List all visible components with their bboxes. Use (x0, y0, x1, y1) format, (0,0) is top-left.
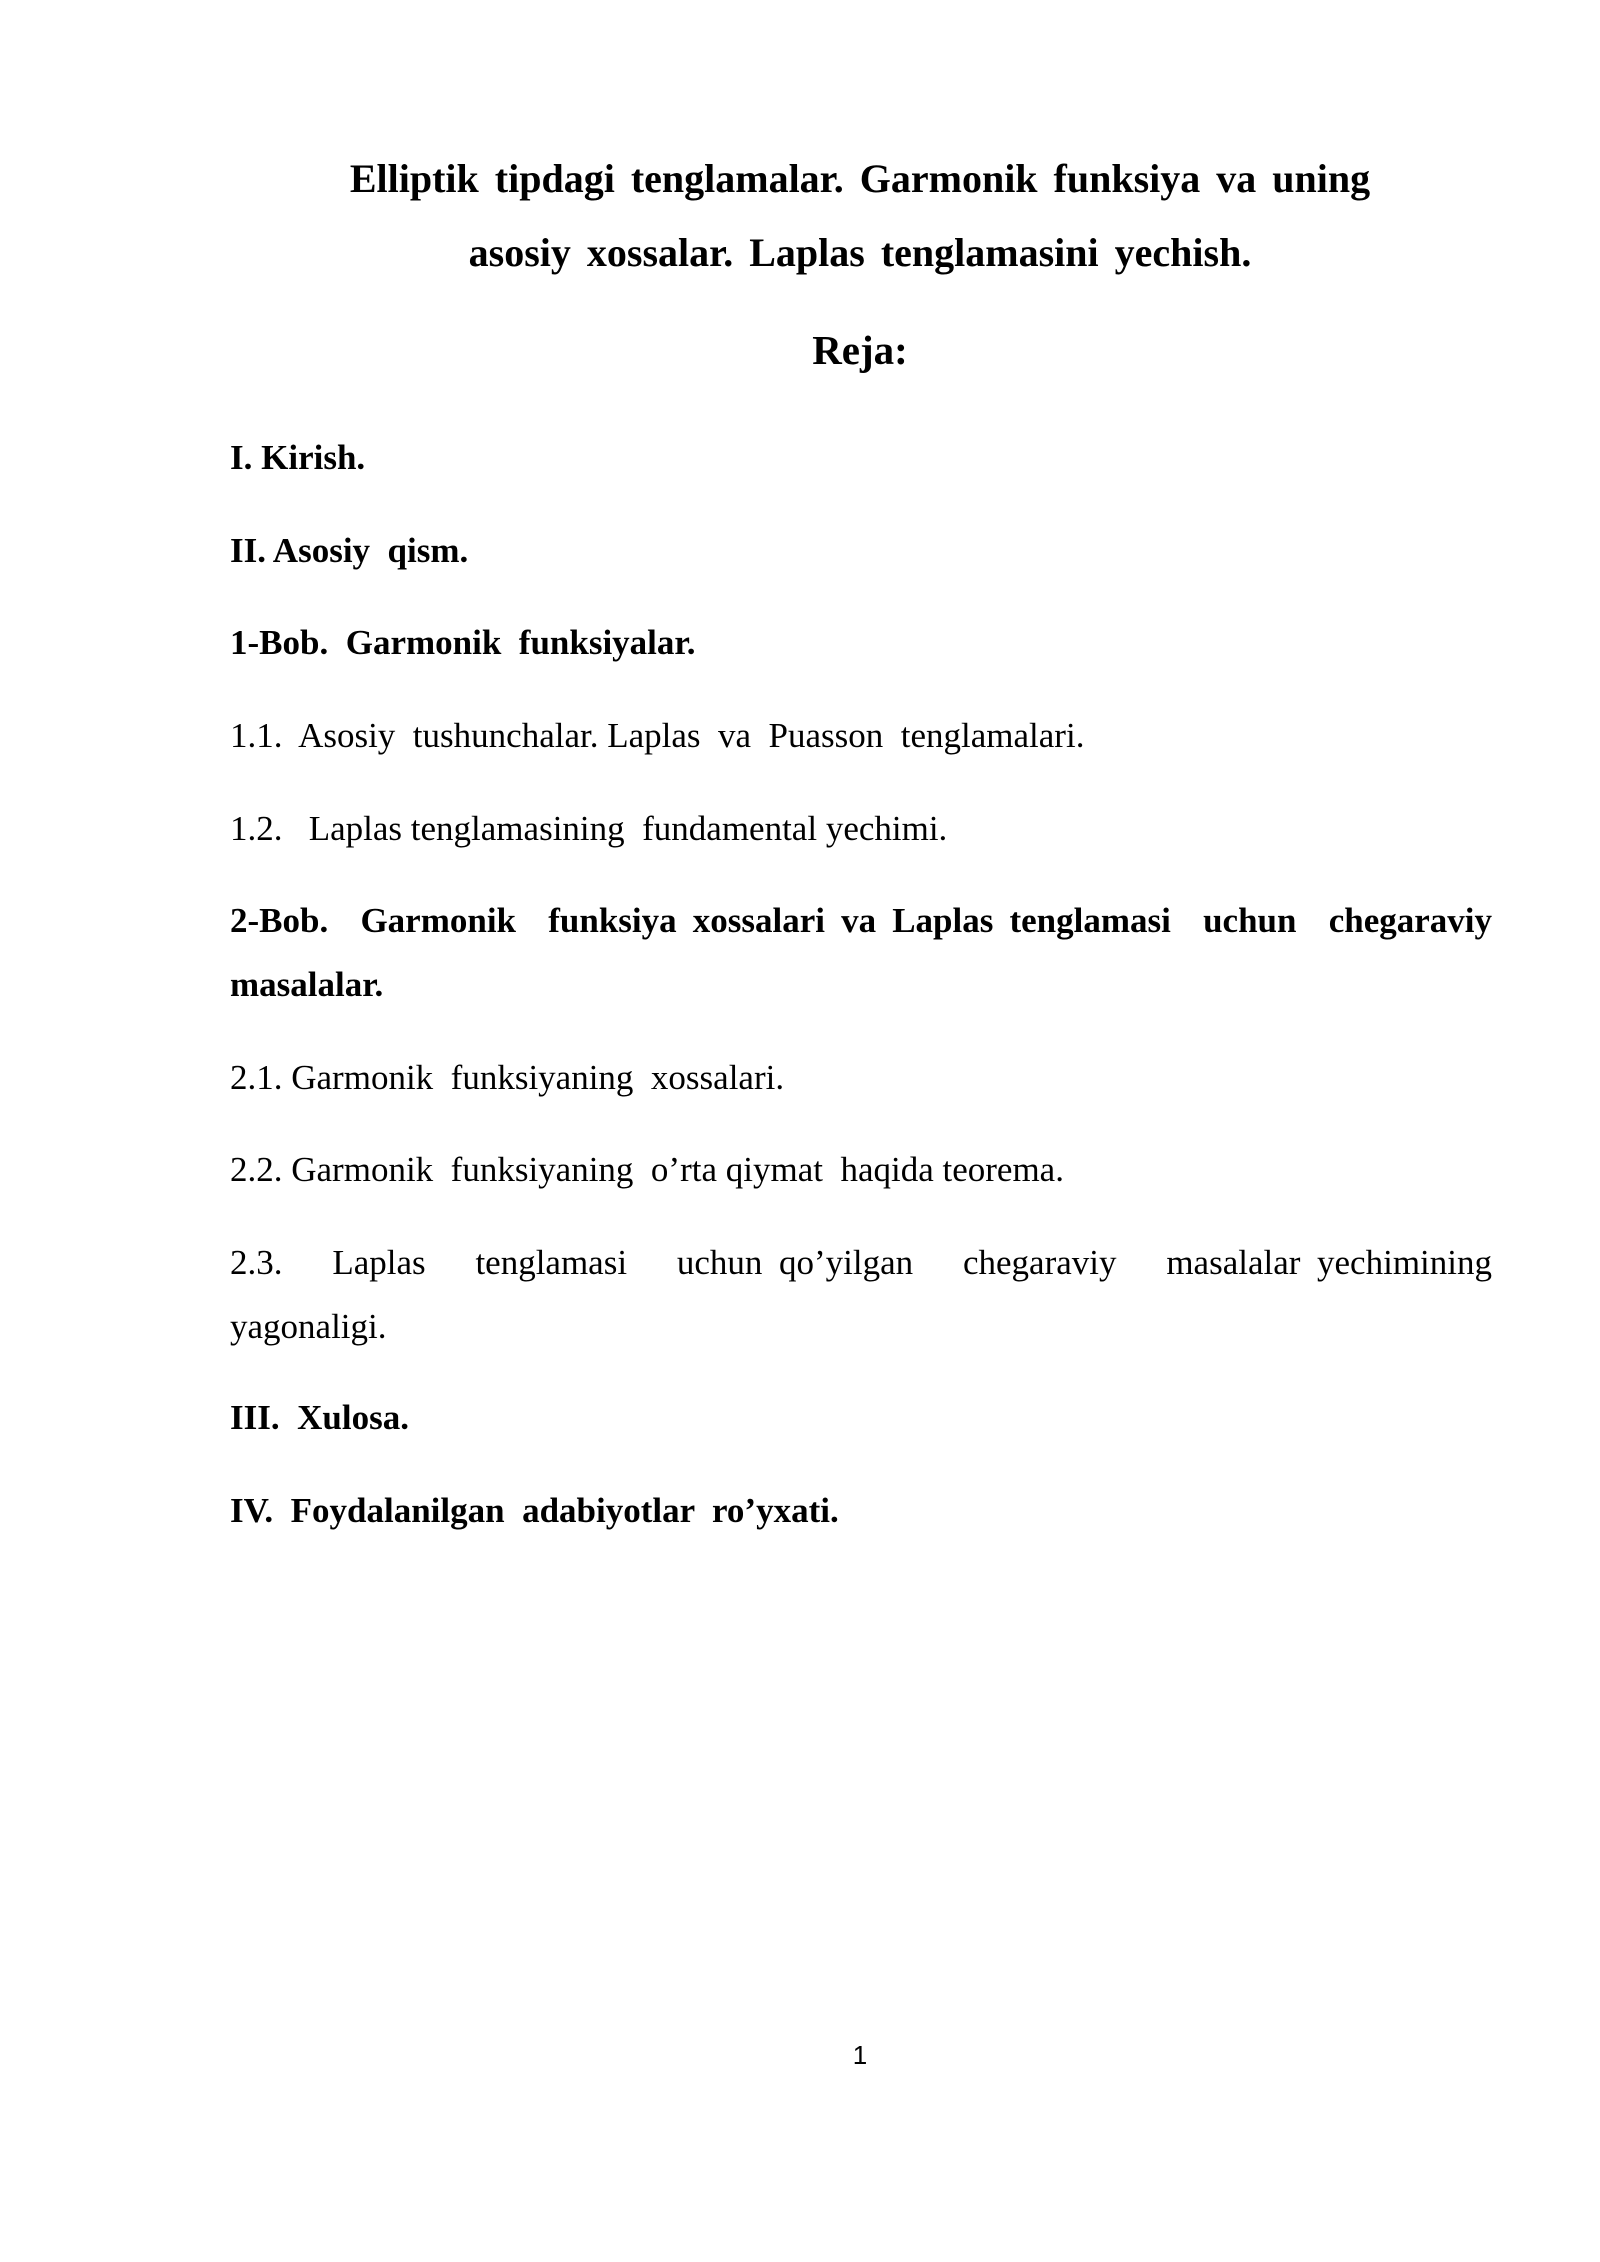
plan-item-main-part: II. Asosiy qism. (230, 531, 469, 570)
plan-item-conclusion: III. Xulosa. (230, 1398, 409, 1437)
plan-item-section-2-1: 2.1. Garmonik funksiyaning xossalari. (230, 1058, 785, 1097)
plan-heading: Reja: (812, 327, 908, 373)
plan-item-section-1-2: 1.2. Laplas tenglamasining fundamental yechimi. (230, 809, 948, 848)
plan-item-references: IV. Foydalanilgan adabiyotlar ro’yxati. (230, 1491, 839, 1530)
plan-item-section-1-1: 1.1. Asosiy tushunchalar. Laplas va Puasson tenglamalari. (230, 716, 1085, 755)
plan-item-chapter-1: 1-Bob. Garmonik funksiyalar. (230, 623, 696, 662)
plan-item-section-2-3: 2.3. Laplas tenglamasi uchun qo’yilgan chegaraviy masalalar yechimining yagonaligi. (230, 1243, 1501, 1346)
title-line-1: Elliptik tipdagi tenglamalar. Garmonik funksiya va uning (349, 156, 1371, 201)
title-line-2: asosiy xossalar. Laplas tenglamasini yechish. (468, 230, 1252, 275)
document-title (230, 142, 1490, 290)
plan-item-chapter-2: 2-Bob. Garmonik funksiya xossalari va Laplas tenglamasi uchun chegaraviy masalalar. (230, 901, 1501, 1004)
plan-item-section-2-2: 2.2. Garmonik funksiyaning o’rta qiymat haqida teorema. (230, 1150, 1064, 1189)
page-number: 1 (852, 2040, 868, 2070)
plan-item-introduction: I. Kirish. (230, 438, 366, 477)
